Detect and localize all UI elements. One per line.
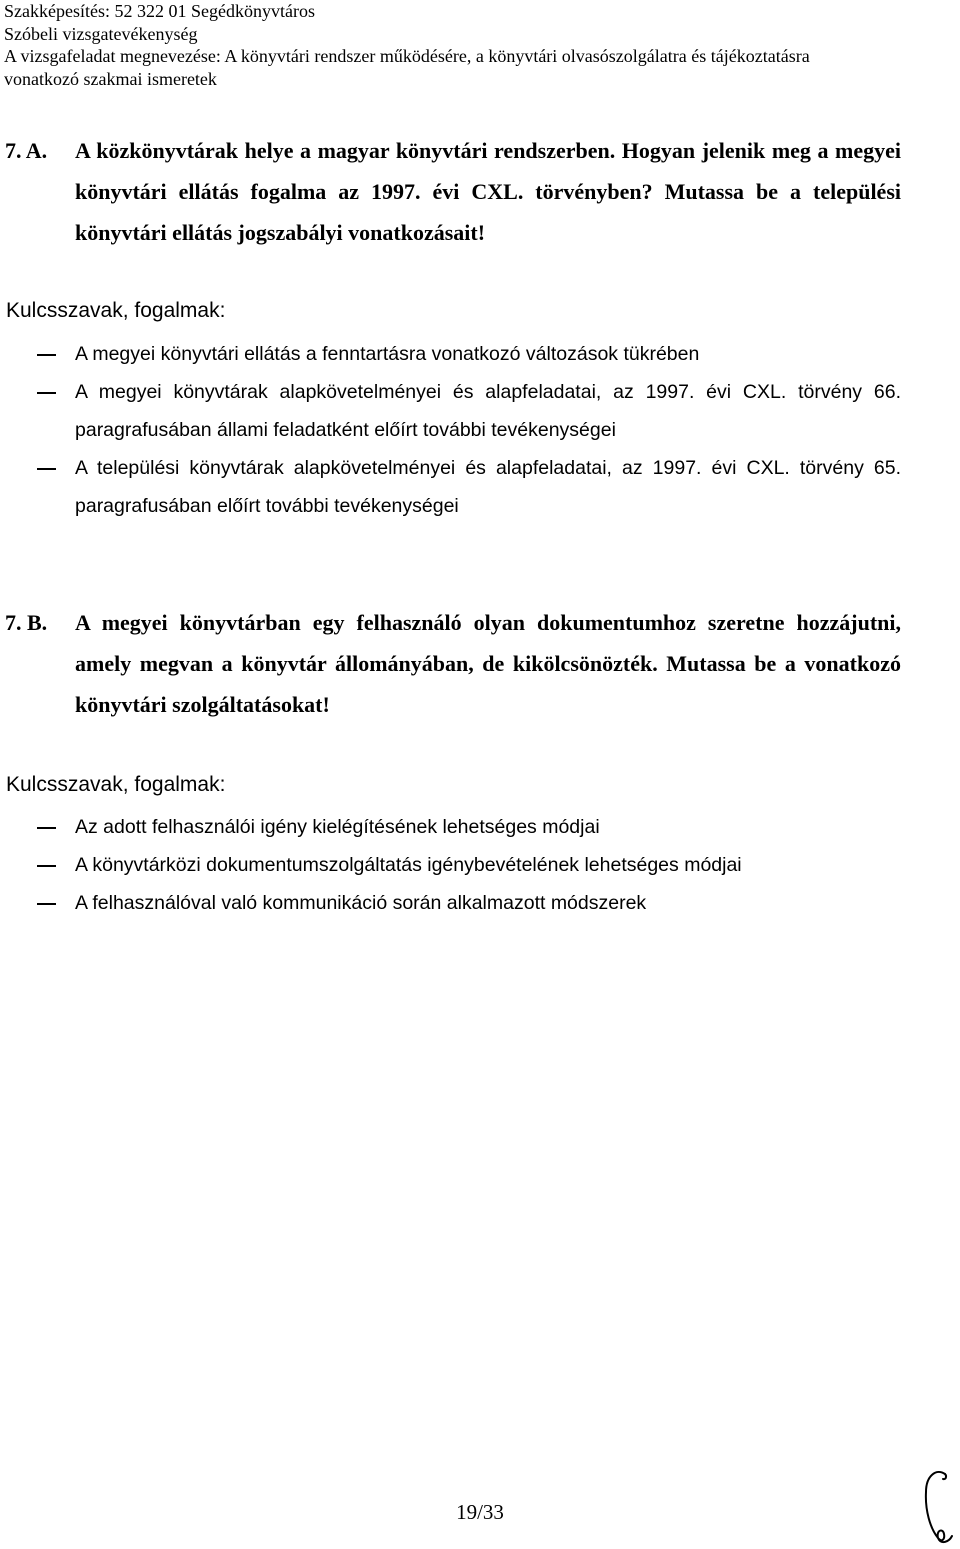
dash-bullet-icon — [37, 468, 56, 470]
header-qualification: Szakképesítés: 52 322 01 Segédkönyvtáros — [4, 1, 315, 21]
question-7a-number: 7. A. — [5, 138, 48, 163]
question-7b-text: A megyei könyvtárban egy felhasználó olyan dokumentumhoz szeretne hozzájutni, amely megvan a könyvtár állományában, de kikölcsönözték. Mutassa be a vonatkozó könyvtári szolgáltatásokat! — [75, 610, 901, 717]
header-exam-type: Szóbeli vizsgatevékenység — [4, 23, 198, 44]
keyword-item — [0, 335, 960, 373]
keywords-heading-7a: Kulcsszavak, fogalmak: — [6, 299, 226, 322]
question-7b-number: 7. B. — [5, 610, 48, 635]
dash-bullet-icon — [37, 865, 56, 867]
header-task-name-cont: vonatkozó szakmai ismeretek — [4, 68, 217, 89]
handwritten-initial-signature — [918, 1466, 956, 1546]
keyword-item — [0, 449, 960, 525]
keyword-item — [0, 884, 960, 922]
keyword-item-text: A települési könyvtárak alapkövetelményei és alapfeladatai, az 1997. évi CXL. törvény 65. paragrafusában előírt további tevékenységei — [75, 457, 901, 517]
keyword-list-7b — [0, 808, 960, 922]
keywords-heading-7b: Kulcsszavak, fogalmak: — [6, 773, 226, 796]
page-number: 19/33 — [456, 1500, 504, 1524]
question-7a-text: A közkönyvtárak helye a magyar könyvtári rendszerben. Hogyan jelenik meg a megyei könyvtári ellátás fogalma az 1997. évi CXL. törvényben? Mutassa be a települési könyvtári ellátás jogszabályi vonatkozásait! — [75, 138, 901, 245]
dash-bullet-icon — [37, 392, 56, 394]
keyword-list-7a — [0, 335, 960, 525]
dash-bullet-icon — [37, 827, 56, 829]
dash-bullet-icon — [37, 354, 56, 356]
keyword-item-text: A megyei könyvtárak alapkövetelményei és alapfeladatai, az 1997. évi CXL. törvény 66. paragrafusában állami feladatként előírt további tevékenységei — [75, 381, 901, 441]
dash-bullet-icon — [37, 903, 56, 905]
keyword-item-text: A megyei könyvtári ellátás a fenntartásra vonatkozó változások tükrében — [75, 343, 700, 365]
header-task-name: A vizsgafeladat megnevezése: A könyvtári rendszer működésére, a könyvtári olvasószolgálatra és tájékoztatásra — [4, 46, 810, 67]
keyword-item-text: A felhasználóval való kommunikáció során alkalmazott módszerek — [75, 892, 647, 914]
page-header — [4, 0, 810, 90]
keyword-item — [0, 846, 960, 884]
keyword-item-text: A könyvtárközi dokumentumszolgáltatás igénybevételének lehetséges módjai — [75, 854, 742, 876]
keyword-item — [0, 808, 960, 846]
keyword-item — [0, 373, 960, 449]
keyword-item-text: Az adott felhasználói igény kielégítésének lehetséges módjai — [75, 816, 600, 838]
